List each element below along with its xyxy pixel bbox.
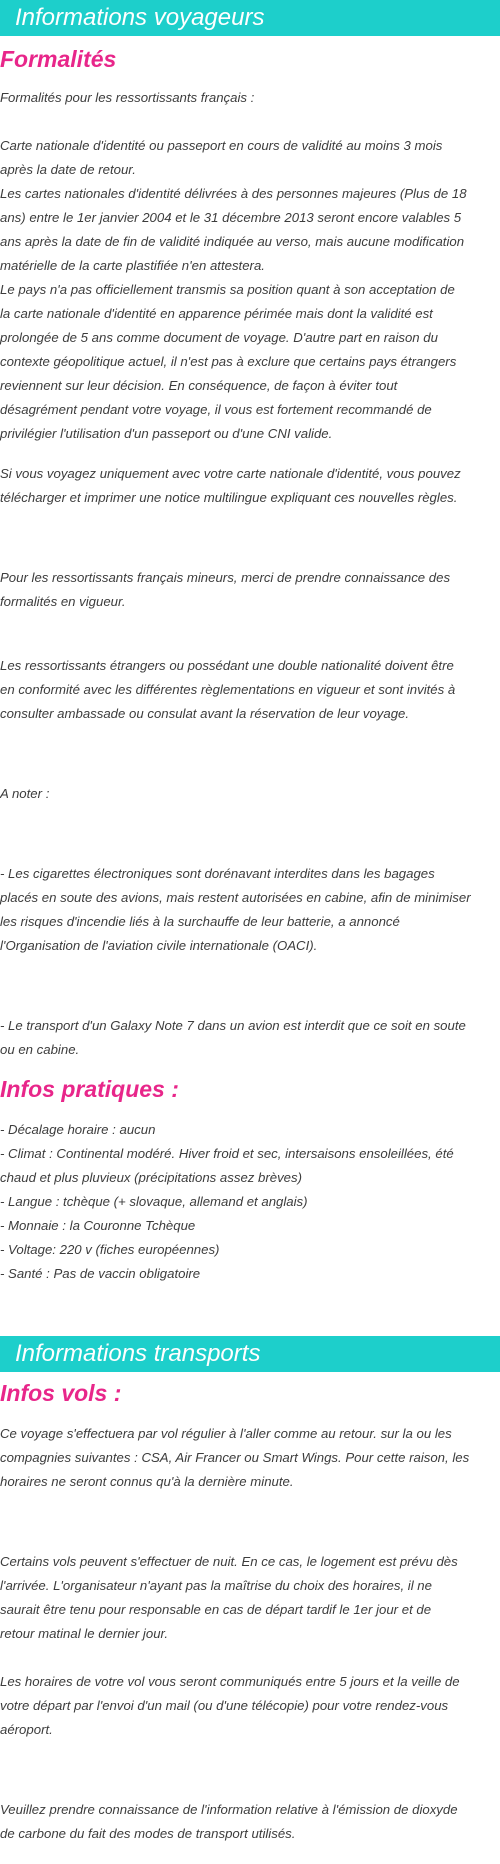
foreigners-paragraph	[0, 654, 500, 726]
text-line: contexte géopolitique actuel, il n'est pas à exclure que certains pays étrangers	[0, 354, 457, 369]
transports-info-banner: Informations transports	[0, 1336, 500, 1372]
note-label	[0, 782, 500, 806]
text-line: matérielle de la carte plastifiée n'en attestera.	[0, 258, 265, 273]
text-line: Les cartes nationales d'identité délivrées à des personnes majeures (Plus de 18	[0, 186, 467, 201]
text-line: Formalités pour les ressortissants français :	[0, 90, 255, 105]
text-line: Veuillez prendre connaissance de l'information relative à l'émission de dioxyde	[0, 1802, 458, 1817]
list-item: - Santé : Pas de vaccin obligatoire	[0, 1266, 201, 1281]
id-requirements-paragraph	[0, 134, 500, 446]
list-item: - Monnaie : la Couronne Tchèque	[0, 1218, 196, 1233]
formalites-heading: Formalités	[0, 46, 117, 72]
text-line: votre départ par l'envoi d'un mail (ou d'une télécopie) pour votre rendez-vous	[0, 1698, 449, 1713]
infos-pratiques-heading: Infos pratiques :	[0, 1076, 179, 1102]
text-line: privilégier l'utilisation d'un passeport ou d'une CNI valide.	[0, 426, 333, 441]
list-item: - Décalage horaire : aucun	[0, 1122, 156, 1137]
text-line: télécharger et imprimer une notice multilingue expliquant ces nouvelles règles.	[0, 490, 458, 505]
flight-type-paragraph	[0, 1422, 500, 1494]
text-line: aéroport.	[0, 1722, 53, 1737]
text-line: la carte nationale d'identité en apparence périmée mais dont la validité est	[0, 306, 433, 321]
list-item: - Climat : Continental modéré. Hiver froid et sec, intersaisons ensoleillées, été	[0, 1146, 454, 1161]
text-line: Le pays n'a pas officiellement transmis sa position quant à son acceptation de	[0, 282, 455, 297]
night-flights-paragraph	[0, 1550, 500, 1646]
text-line: placés en soute des avions, mais restent autorisées en cabine, afin de minimiser	[0, 890, 471, 905]
list-item: chaud et plus pluvieux (précipitations assez brèves)	[0, 1170, 303, 1185]
co2-notice-paragraph	[0, 1798, 500, 1846]
schedule-notice-paragraph	[0, 1670, 500, 1742]
text-line: horaires ne seront connus qu'à la dernière minute.	[0, 1474, 294, 1489]
text-line: retour matinal le dernier jour.	[0, 1626, 169, 1641]
infos-pratiques-list	[0, 1118, 500, 1286]
text-line: ans après la date de fin de validité indiquée au verso, mais aucune modification	[0, 234, 465, 249]
text-line: de carbone du fait des modes de transport utilisés.	[0, 1826, 296, 1841]
text-line: les risques d'incendie liés à la surchauffe de leur batterie, a annoncé	[0, 914, 400, 929]
id-only-notice-paragraph	[0, 462, 500, 510]
text-line: formalités en vigueur.	[0, 594, 126, 609]
text-line: Si vous voyagez uniquement avec votre carte nationale d'identité, vous pouvez	[0, 466, 461, 481]
text-line: Pour les ressortissants français mineurs, merci de prendre connaissance des	[0, 570, 451, 585]
text-line: - Le transport d'un Galaxy Note 7 dans un avion est interdit que ce soit en soute	[0, 1018, 466, 1033]
text-line: Carte nationale d'identité ou passeport en cours de validité au moins 3 mois	[0, 138, 443, 153]
galaxy-note-paragraph	[0, 1014, 500, 1062]
text-line: reviennent sur leur décision. En conséquence, de façon à éviter tout	[0, 378, 398, 393]
text-line: en conformité avec les différentes règlementations en vigueur et sont invités à	[0, 682, 456, 697]
text-line: Les horaires de votre vol vous seront communiqués entre 5 jours et la veille de	[0, 1674, 460, 1689]
text-line: Certains vols peuvent s'effectuer de nuit. En ce cas, le logement est prévu dès	[0, 1554, 458, 1569]
text-line: saurait être tenu pour responsable en cas de départ tardif le 1er jour et de	[0, 1602, 432, 1617]
ecig-note-paragraph	[0, 862, 500, 958]
text-line: compagnies suivantes : CSA, Air Francer ou Smart Wings. Pour cette raison, les	[0, 1450, 470, 1465]
travelers-info-banner: Informations voyageurs	[0, 0, 500, 36]
infos-vols-heading: Infos vols :	[0, 1380, 122, 1406]
text-line: après la date de retour.	[0, 162, 136, 177]
text-line: prolongée de 5 ans comme document de voyage. D'autre part en raison du	[0, 330, 438, 345]
text-line: désagrément pendant votre voyage, il vous est fortement recommandé de	[0, 402, 432, 417]
formalites-intro	[0, 86, 500, 110]
text-line: consulter ambassade ou consulat avant la réservation de leur voyage.	[0, 706, 410, 721]
list-item: - Voltage: 220 v (fiches européennes)	[0, 1242, 220, 1257]
text-line: l'Organisation de l'aviation civile internationale (OACI).	[0, 938, 318, 953]
text-line: Les ressortissants étrangers ou possédant une double nationalité doivent être	[0, 658, 454, 673]
text-line: Ce voyage s'effectuera par vol régulier à l'aller comme au retour. sur la ou les	[0, 1426, 452, 1441]
text-line: ou en cabine.	[0, 1042, 80, 1057]
text-line: - Les cigarettes électroniques sont dorénavant interdites dans les bagages	[0, 866, 435, 881]
text-line: l'arrivée. L'organisateur n'ayant pas la maîtrise du choix des horaires, il ne	[0, 1578, 432, 1593]
minors-paragraph	[0, 566, 500, 614]
text-line: ans) entre le 1er janvier 2004 et le 31 décembre 2013 seront encore valables 5	[0, 210, 462, 225]
list-item: - Langue : tchèque (+ slovaque, allemand et anglais)	[0, 1194, 308, 1209]
text-line: A noter :	[0, 786, 50, 801]
